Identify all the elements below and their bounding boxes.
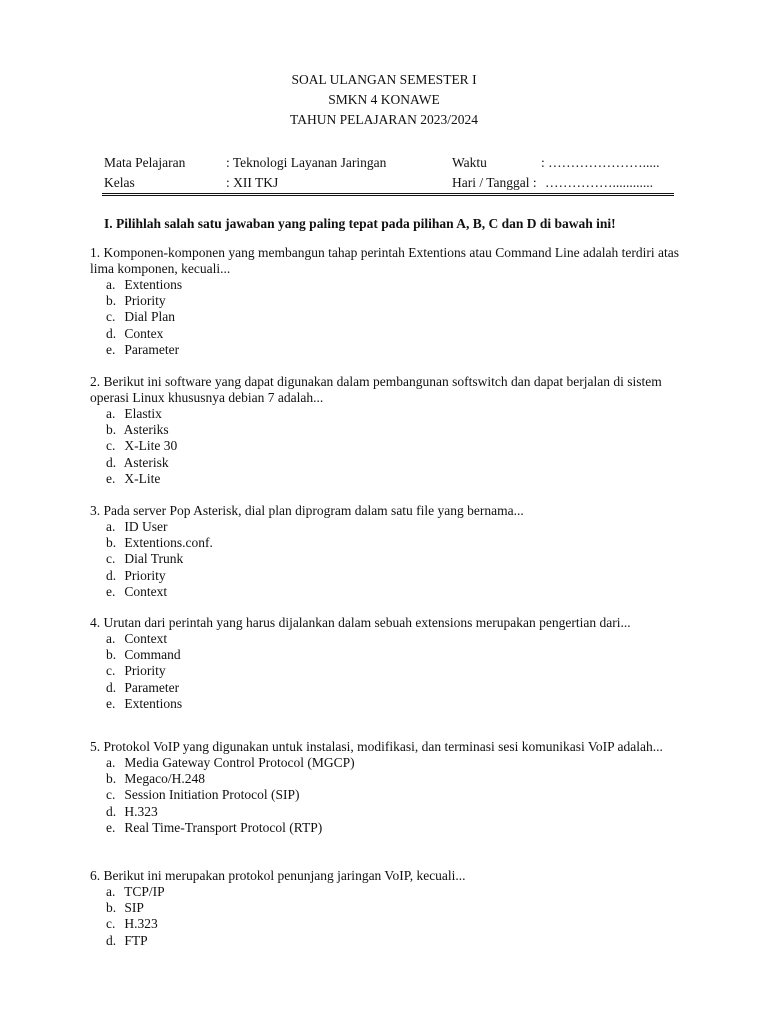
option-c[interactable]: c. H.323 — [106, 916, 158, 932]
option-e[interactable]: e. Parameter — [106, 341, 180, 357]
question-1 — [90, 245, 690, 358]
option-a[interactable]: a. ID User — [106, 519, 168, 534]
question-5 — [90, 739, 690, 836]
question-stem: 5. Protokol VoIP yang digunakan untuk instalasi, modifikasi, dan terminasi sesi komunikasi VoIP adalah... — [90, 739, 663, 754]
option-a[interactable]: a. Extentions — [106, 277, 183, 292]
option-b[interactable]: b. Megaco/H.248 — [106, 771, 205, 787]
option-d[interactable]: d. FTP — [106, 932, 148, 948]
info-divider-bottom — [102, 195, 674, 196]
option-e[interactable]: e. X-Lite — [106, 470, 161, 486]
option-c[interactable]: c. Dial Plan — [106, 309, 175, 325]
option-d[interactable]: d. Parameter — [106, 679, 180, 695]
info-divider-top — [102, 193, 674, 194]
question-stem: 3. Pada server Pop Asterisk, dial plan diprogram dalam satu file yang bernama... — [90, 503, 524, 518]
option-d[interactable]: d. H.323 — [106, 803, 158, 819]
option-d[interactable]: d. Contex — [106, 325, 164, 341]
option-list — [90, 884, 690, 949]
option-list — [90, 277, 690, 358]
header-title: SOAL ULANGAN SEMESTER I — [291, 72, 477, 87]
class-value: : XII TKJ — [226, 175, 279, 190]
option-b[interactable]: b. Command — [106, 647, 181, 663]
header-school: SMKN 4 KONAWE — [328, 92, 440, 107]
question-3 — [90, 503, 690, 600]
option-d[interactable]: d. Priority — [106, 567, 166, 583]
subject-value: : Teknologi Layanan Jaringan — [226, 155, 387, 170]
option-c[interactable]: c. X-Lite 30 — [106, 438, 178, 454]
option-b[interactable]: b. Asteriks — [106, 422, 169, 438]
date-value: ……………............ — [545, 175, 653, 190]
time-value: : …………………..... — [541, 155, 660, 170]
question-stem: 4. Urutan dari perintah yang harus dijalankan dalam sebuah extensions merupakan pengertian dari... — [90, 615, 631, 630]
question-2 — [90, 374, 690, 487]
option-e[interactable]: e. Extentions — [106, 695, 183, 711]
date-label: Hari / Tanggal : — [452, 175, 537, 190]
option-a[interactable]: a. TCP/IP — [106, 884, 165, 899]
question-6 — [90, 868, 690, 949]
option-a[interactable]: a. Media Gateway Control Protocol (MGCP) — [106, 755, 355, 770]
header-year: TAHUN PELAJARAN 2023/2024 — [290, 112, 478, 127]
option-list — [90, 631, 690, 712]
option-list — [90, 519, 690, 600]
subject-label: Mata Pelajaran — [104, 155, 186, 170]
option-c[interactable]: c. Dial Trunk — [106, 551, 184, 567]
time-label: Waktu — [452, 155, 487, 170]
question-4 — [90, 615, 690, 712]
option-e[interactable]: e. Real Time-Transport Protocol (RTP) — [106, 819, 323, 835]
info-row-subject — [104, 153, 674, 173]
option-a[interactable]: a. Elastix — [106, 406, 162, 421]
question-stem: 6. Berikut ini merupakan protokol penunjang jaringan VoIP, kecuali... — [90, 868, 466, 883]
class-label: Kelas — [104, 175, 135, 190]
exam-header — [0, 70, 768, 130]
option-c[interactable]: c. Priority — [106, 663, 166, 679]
option-list — [90, 406, 690, 487]
option-d[interactable]: d. Asterisk — [106, 454, 169, 470]
option-b[interactable]: b. Extentions.conf. — [106, 535, 213, 551]
exam-info-table — [104, 153, 674, 193]
section-instruction: I. Pilihlah salah satu jawaban yang paling tepat pada pilihan A, B, C dan D di bawah ini! — [104, 216, 616, 231]
info-row-class — [104, 173, 674, 193]
question-stem: 1. Komponen-komponen yang membangun tahap perintah Extentions atau Command Line adalah terdiri atas lima komponen, kecuali... — [90, 245, 679, 276]
option-c[interactable]: c. Session Initiation Protocol (SIP) — [106, 787, 300, 803]
option-list — [90, 755, 690, 836]
option-b[interactable]: b. SIP — [106, 900, 144, 916]
question-stem: 2. Berikut ini software yang dapat digunakan dalam pembangunan softswitch dan dapat berjalan di sistem operasi Linux khususnya debian 7 adalah... — [90, 374, 662, 405]
option-b[interactable]: b. Priority — [106, 293, 166, 309]
option-a[interactable]: a. Context — [106, 631, 168, 646]
option-e[interactable]: e. Context — [106, 583, 168, 599]
